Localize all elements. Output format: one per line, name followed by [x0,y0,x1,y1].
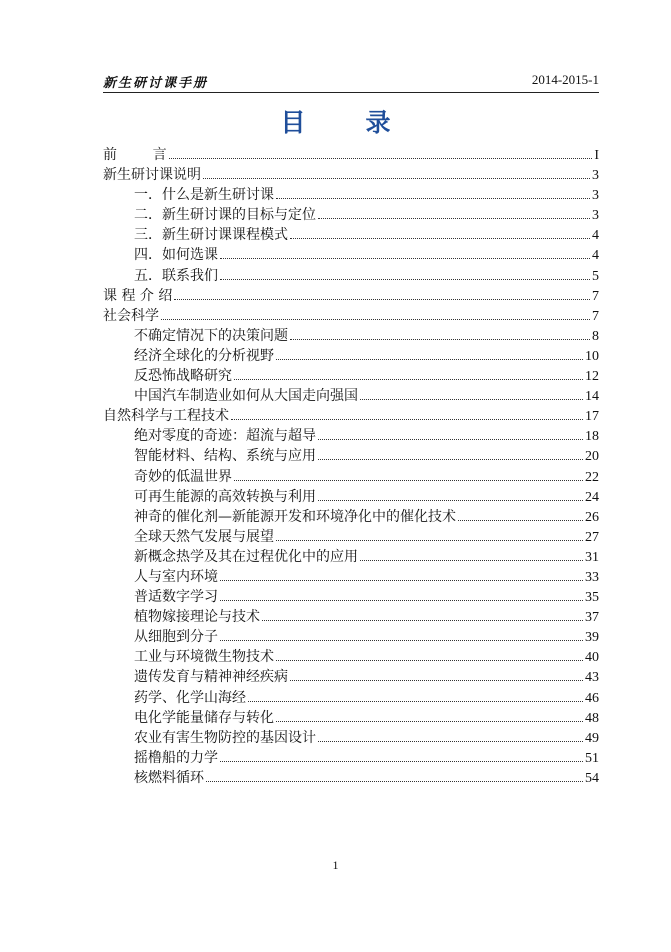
toc-entry-page: 46 [585,690,599,706]
toc-entry[interactable] [103,346,599,366]
toc-entry[interactable] [103,748,599,768]
toc-entry-label: 全球天然气发展与展望 [134,528,274,545]
toc-entry[interactable] [103,567,599,587]
toc-entry-page: 12 [585,369,599,385]
toc-entry-page: 3 [592,208,599,224]
toc-entry-label: 新概念热学及其在过程优化中的应用 [134,548,358,565]
toc-entry-label: 自然科学与工程技术 [103,408,229,425]
toc-leader-dots [220,579,583,581]
toc-leader-dots [174,298,590,300]
table-of-contents [103,145,599,788]
running-header [103,70,599,93]
toc-entry[interactable] [103,507,599,527]
toc-entry-label: 反恐怖战略研究 [134,368,232,385]
toc-entry[interactable] [103,728,599,748]
toc-entry-page: 31 [585,549,599,565]
toc-entry-page: I [594,148,599,163]
toc-leader-dots [234,378,583,380]
toc-entry-label: 可再生能源的高效转换与利用 [134,488,316,505]
toc-entry[interactable] [103,165,599,185]
toc-entry-page: 54 [585,770,599,786]
toc-entry-label: 二．新生研讨课的目标与定位 [134,207,316,224]
toc-entry[interactable] [103,487,599,507]
toc-leader-dots [161,318,590,320]
toc-leader-dots [276,358,583,360]
toc-entry[interactable] [103,467,599,487]
toc-leader-dots [234,479,583,481]
toc-entry[interactable] [103,607,599,627]
toc-entry[interactable] [103,326,599,346]
toc-entry[interactable] [103,205,599,225]
toc-entry[interactable] [103,708,599,728]
toc-entry-page: 3 [592,168,599,184]
toc-entry[interactable] [103,446,599,466]
toc-entry-page: 17 [585,409,599,425]
toc-entry-page: 22 [585,469,599,485]
toc-entry-page: 40 [585,650,599,666]
toc-leader-dots [203,177,590,179]
toc-entry-page: 24 [585,489,599,505]
toc-entry-label: 四．如何选课 [134,247,218,264]
toc-leader-dots [220,760,583,762]
toc-entry-page: 7 [592,308,599,324]
toc-entry-label: 人与室内环境 [134,568,218,585]
toc-entry[interactable] [103,547,599,567]
toc-entry-page: 27 [585,529,599,545]
toc-entry-page: 5 [592,268,599,284]
title-char-1: 目 [280,108,306,137]
toc-entry-page: 51 [585,750,599,766]
toc-entry-page: 8 [592,328,599,344]
toc-entry-label: 摇橹船的力学 [134,749,218,766]
toc-entry-label: 农业有害生物防控的基因设计 [134,729,316,746]
toc-entry-label: 奇妙的低温世界 [134,468,232,485]
toc-leader-dots [290,237,590,239]
toc-leader-dots [276,659,583,661]
toc-leader-dots [220,257,590,259]
toc-entry-label: 药学、化学山海经 [134,689,246,706]
toc-entry-page: 7 [592,288,599,304]
toc-entry-label: 中国汽车制造业如何从大国走向强国 [134,388,358,405]
toc-leader-dots [262,619,583,621]
toc-entry[interactable] [103,266,599,286]
toc-entry-page: 37 [585,610,599,626]
toc-entry[interactable] [103,647,599,667]
toc-entry-label: 普适数字学习 [134,589,218,606]
toc-entry-label: 经济全球化的分析视野 [134,347,274,364]
toc-entry-label: 核燃料循环 [134,769,204,786]
toc-entry-label: 从细胞到分子 [134,629,218,646]
toc-leader-dots [220,599,583,601]
toc-entry[interactable] [103,667,599,687]
header-title: 新生研讨课手册 [103,76,209,91]
toc-entry[interactable] [103,627,599,647]
toc-entry-label: 不确定情况下的决策问题 [134,327,288,344]
toc-entry[interactable] [103,426,599,446]
toc-entry[interactable] [103,527,599,547]
toc-entry-page: 3 [592,188,599,204]
toc-leader-dots [360,559,583,561]
toc-entry[interactable] [103,306,599,326]
toc-entry[interactable] [103,145,599,165]
toc-entry-label: 植物嫁接理论与技术 [134,609,260,626]
toc-leader-dots [231,418,583,420]
toc-leader-dots [276,720,583,722]
toc-leader-dots [248,700,583,702]
toc-leader-dots [206,780,583,782]
toc-leader-dots [220,639,583,641]
toc-leader-dots [318,438,583,440]
toc-entry-page: 14 [585,389,599,405]
toc-entry-page: 49 [585,730,599,746]
toc-entry[interactable] [103,386,599,406]
toc-entry[interactable] [103,286,599,306]
toc-entry[interactable] [103,225,599,245]
title-char-2: 录 [365,108,391,137]
toc-leader-dots [318,458,583,460]
toc-entry[interactable] [103,185,599,205]
toc-entry-page: 43 [585,670,599,686]
toc-entry-page: 48 [585,710,599,726]
toc-entry-label: 前 言 [103,147,167,163]
toc-leader-dots [360,398,583,400]
toc-entry-page: 26 [585,509,599,525]
toc-entry-page: 4 [592,228,599,244]
toc-entry[interactable] [103,688,599,708]
toc-entry-page: 10 [585,348,599,364]
page-title [0,103,671,139]
toc-entry-label: 三．新生研讨课课程模式 [134,227,288,244]
toc-entry-page: 20 [585,449,599,465]
toc-entry-page: 33 [585,569,599,585]
header-term: 2014-2015-1 [531,72,599,87]
toc-entry-label: 神奇的催化剂—新能源开发和环境净化中的催化技术 [134,508,456,525]
toc-leader-dots [276,197,590,199]
toc-leader-dots [318,217,590,219]
toc-leader-dots [458,519,583,521]
toc-leader-dots [318,740,583,742]
toc-entry-page: 4 [592,248,599,264]
toc-leader-dots [220,278,590,280]
page-number: 1 [332,858,339,872]
toc-entry[interactable] [103,245,599,265]
toc-leader-dots [276,539,583,541]
toc-entry-label: 智能材料、结构、系统与应用 [134,448,316,465]
toc-entry-label: 一．什么是新生研讨课 [134,187,274,204]
toc-leader-dots [290,679,583,681]
toc-entry-label: 课 程 介 绍 [103,287,173,304]
toc-entry[interactable] [103,587,599,607]
toc-entry-page: 39 [585,630,599,646]
toc-entry-label: 绝对零度的奇迹：超流与超导 [134,428,316,445]
toc-entry-page: 18 [585,429,599,445]
toc-entry-label: 工业与环境微生物技术 [134,649,274,666]
toc-entry-label: 遗传发育与精神神经疾病 [134,669,288,686]
toc-leader-dots [169,157,593,159]
toc-entry-label: 新生研讨课说明 [103,167,201,184]
toc-leader-dots [318,499,583,501]
toc-entry[interactable] [103,768,599,788]
toc-entry-label: 电化学能量储存与转化 [134,709,274,726]
toc-entry-page: 35 [585,590,599,606]
toc-entry[interactable] [103,366,599,386]
toc-entry-label: 五．联系我们 [134,267,218,284]
toc-entry[interactable] [103,406,599,426]
toc-entry-label: 社会科学 [103,307,159,324]
toc-leader-dots [290,338,590,340]
